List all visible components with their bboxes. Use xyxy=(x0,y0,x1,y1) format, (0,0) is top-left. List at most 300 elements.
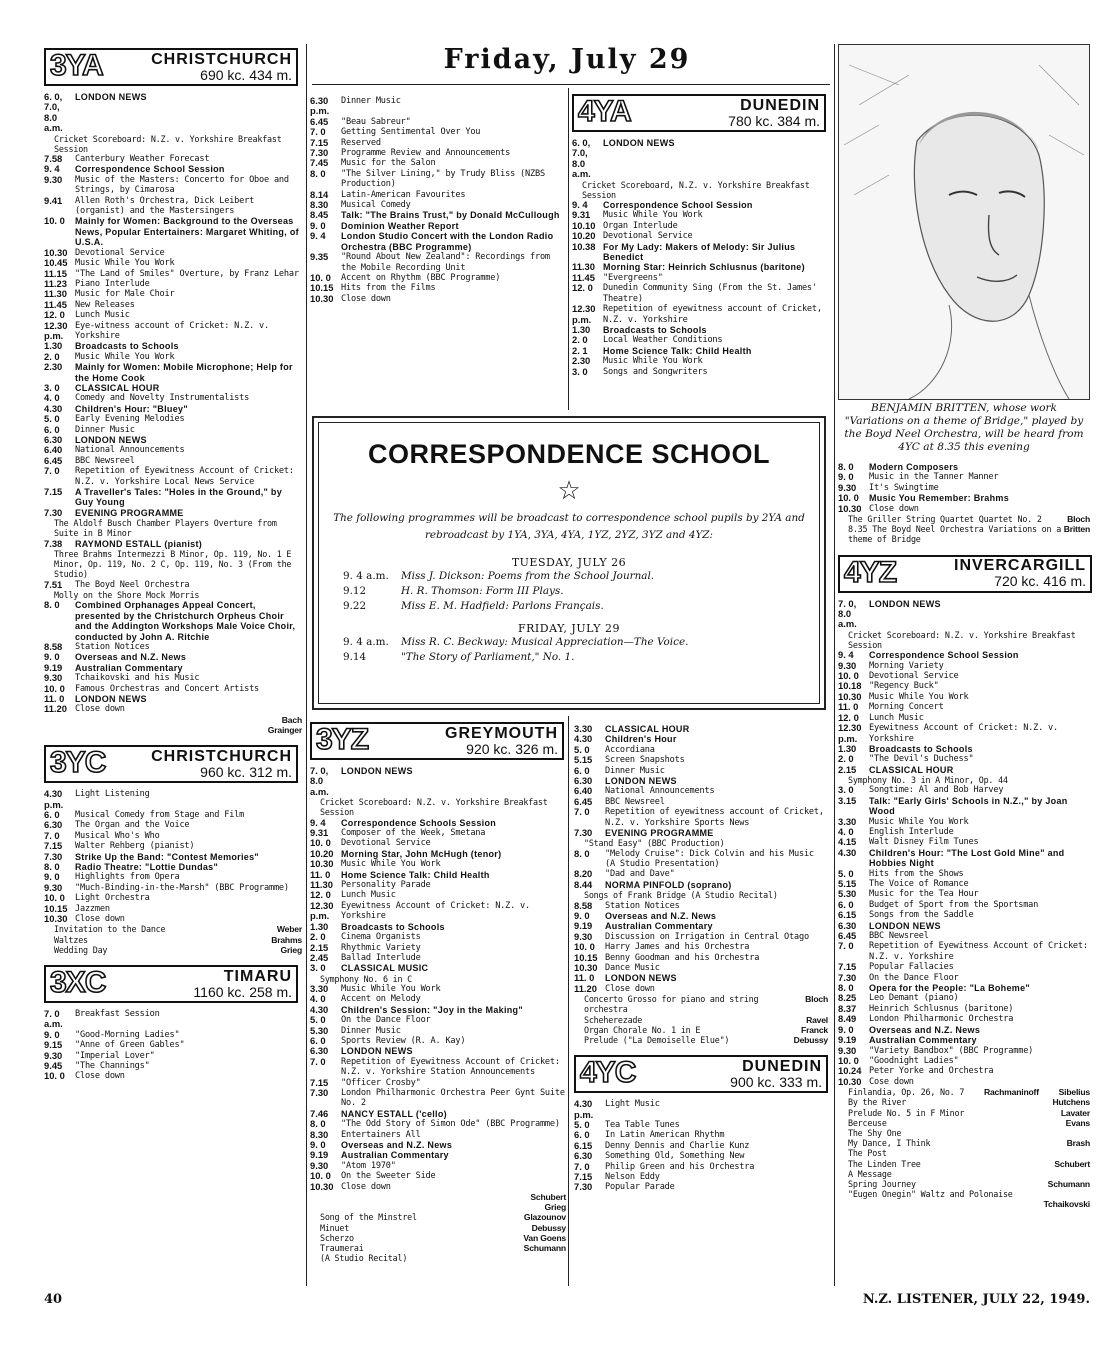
programme-title: Music of the Masters: Concerto for Oboe and Strings, by Cimarosa xyxy=(75,174,289,196)
programme-time: 9.30 xyxy=(574,930,593,942)
programme-title: Children's Hour: "The Lost Gold Mine" and Hobbies Night xyxy=(869,847,1065,869)
programme-item xyxy=(44,279,302,289)
programme-item xyxy=(838,1056,1090,1066)
work-title: Traumerai xyxy=(320,1243,364,1254)
programme-title: Reserved xyxy=(341,137,381,148)
cs-programme-title: Miss J. Dickson: Poems from the School Journal. xyxy=(401,570,655,582)
programme-title: Light Orchestra xyxy=(75,893,150,904)
programme-time: 8. 0 xyxy=(310,167,326,179)
programme-time: 8.58 xyxy=(574,899,593,911)
programme-item xyxy=(574,942,828,952)
programme-item xyxy=(838,848,1090,869)
composer-name: Bach xyxy=(281,714,302,725)
programme-title: LONDON NEWS xyxy=(603,138,675,148)
programme-time: 7. 0 xyxy=(574,806,590,818)
programme-item xyxy=(572,283,830,304)
programme-time: 9.31 xyxy=(310,827,329,839)
work-title: Waltzes xyxy=(54,934,88,945)
programme-time: 10.38 xyxy=(572,240,596,252)
programme-title: For My Lady: Makers of Melody: Sir Julius Benedict xyxy=(603,241,796,263)
programme-title: Heinrich Schlusnus (baritone) xyxy=(869,1003,1014,1014)
schedule-3ya-continued xyxy=(310,96,566,304)
programme-time: 6. 0, 7.0, 8.0 a.m. xyxy=(572,137,591,180)
programme-time: 9.30 xyxy=(310,1159,329,1171)
programme-item xyxy=(572,200,830,210)
programme-item xyxy=(310,984,566,994)
programme-title: Correspondence School Session xyxy=(75,164,225,175)
programme-time: 10.10 xyxy=(572,219,596,231)
programme-detail: Molly on the Shore Mock Morris xyxy=(54,590,200,601)
cs-day: FRIDAY, JULY 29 xyxy=(518,622,620,635)
programme-item xyxy=(574,724,828,734)
programme-item xyxy=(838,702,1090,712)
programme-title: Overseas and N.Z. News xyxy=(869,1024,981,1035)
programme-title: LONDON NEWS xyxy=(75,92,147,102)
programme-item xyxy=(44,820,302,830)
column-4 xyxy=(838,44,1090,1210)
programme-item xyxy=(310,221,566,231)
programme-time: 7.46 xyxy=(310,1107,329,1119)
programme-title: Music While You Work xyxy=(341,983,441,994)
programme-item xyxy=(310,1130,566,1140)
programme-time: 9. 0 xyxy=(310,219,326,231)
programme-item xyxy=(310,963,566,973)
programme-title: On the Dance Floor xyxy=(869,972,959,983)
programme-title: Organ Interlude xyxy=(603,220,678,231)
programme-time: 9.30 xyxy=(838,481,857,493)
programme-time: 1.30 xyxy=(572,323,591,335)
programme-time: 10.30 xyxy=(310,858,334,870)
programme-title: A Traveller's Tales: "Holes in the Ground," by Guy Young xyxy=(75,487,283,508)
station-frequency: 720 kc. 416 m. xyxy=(994,573,1086,590)
programme-item xyxy=(44,352,302,362)
work-row xyxy=(838,1128,1090,1138)
programme-title: Musical Comedy xyxy=(341,200,411,211)
programme-item xyxy=(310,859,566,869)
programme-time: 7.15 xyxy=(838,961,857,973)
programme-time: 8.37 xyxy=(838,1002,857,1014)
programme-title: Music in the Tanner Manner xyxy=(869,472,999,483)
station-city: GREYMOUTH xyxy=(445,724,558,742)
programme-title: Piano Interlude xyxy=(75,278,150,289)
programme-title: "The Silver Lining," by Trudy Bliss (NZBS Production) xyxy=(341,168,545,190)
programme-time: 8. 0 xyxy=(44,861,60,872)
programme-item xyxy=(44,414,302,424)
programme-title: Eyewitness Account of Cricket: N.Z. v. Yorkshire xyxy=(341,900,531,922)
programme-title: Combined Orphanages Appeal Concert, presented by the Christchurch Orpheus Choir and the Addington Workshops Male Voice Choir, conducted by John A. Ritchie xyxy=(75,600,296,642)
programme-item xyxy=(310,922,566,932)
programme-title: Benny Goodman and his Orchestra xyxy=(605,952,760,963)
programme-item xyxy=(572,367,830,377)
programme-title: Children's Hour xyxy=(605,734,677,745)
programme-item xyxy=(44,539,302,549)
programme-item xyxy=(310,932,566,942)
cs-time: 9.12 xyxy=(343,585,367,597)
programme-time: 9. 0 xyxy=(838,1023,854,1035)
work-title: Finlandia, Op. 26, No. 7 xyxy=(848,1087,965,1098)
programme-time: 5.15 xyxy=(574,754,593,766)
programme-item xyxy=(44,404,302,414)
programme-title: Hits from the Films xyxy=(341,283,436,294)
programme-item xyxy=(838,650,1090,660)
programme-item xyxy=(44,1040,302,1050)
programme-title: Talk: "The Brains Trust," by Donald McCullough xyxy=(341,210,560,221)
programme-title: "Imperial Lover" xyxy=(75,1050,155,1061)
title-rule xyxy=(312,84,830,85)
programme-item xyxy=(44,487,302,508)
programme-time: 10. 0 xyxy=(838,492,859,504)
work-row xyxy=(838,1199,1090,1209)
programme-title: "Melody Cruise": Dick Colvin and his Music (A Studio Presentation) xyxy=(605,848,814,870)
programme-title: Songs and Songwriters xyxy=(603,366,708,377)
programme-item xyxy=(838,1004,1090,1014)
programme-item xyxy=(310,1046,566,1056)
programme-time: 2.15 xyxy=(310,941,329,953)
programme-item xyxy=(574,755,828,765)
programme-time: 7.30 xyxy=(310,147,329,159)
programme-title: Close down xyxy=(75,914,125,925)
station-call: 3YC xyxy=(50,746,106,780)
programme-item xyxy=(838,910,1090,920)
programme-title: "Regency Buck" xyxy=(869,681,939,692)
programme-time: 12.30 p.m. xyxy=(310,899,334,922)
cs-programme-title: Miss E. M. Hadfield: Parlons Français. xyxy=(401,600,604,612)
cs-programme-title: H. R. Thomson: Form III Plays. xyxy=(401,585,564,597)
programme-time: 12. 0 xyxy=(44,309,65,321)
programme-time: 6. 0, 7.0, 8.0 a.m. xyxy=(44,91,63,134)
work-row xyxy=(838,514,1090,524)
programme-item xyxy=(44,154,302,164)
programme-time: 12.30 p.m. xyxy=(838,722,862,744)
programme-time: 8. 0 xyxy=(838,982,854,994)
programme-time: 5. 0 xyxy=(574,743,590,755)
programme-item xyxy=(574,1130,828,1140)
programme-item xyxy=(574,1182,828,1192)
station-banner-4ya xyxy=(572,94,826,132)
work-title: Invitation to the Dance xyxy=(54,924,166,935)
programme-item xyxy=(572,221,830,231)
programme-time: 9.30 xyxy=(44,881,63,893)
programme-detail: The Aldolf Busch Chamber Players Overture from Suite in B Minor xyxy=(54,518,277,539)
programme-item xyxy=(44,684,302,694)
programme-title: Devotional Service xyxy=(341,838,431,849)
programme-item xyxy=(44,269,302,279)
programme-title: Music for the Salon xyxy=(341,158,436,169)
programme-title: "Much-Binding-in-the-Marsh" (BBC Programme) xyxy=(75,882,289,893)
programme-title: Mainly for Women: Background to the Overseas News, Popular Entertainers: Margaret Whiting, of U.S.A. xyxy=(75,216,299,248)
programme-item xyxy=(310,1150,566,1160)
programme-title: Hits from the Shows xyxy=(869,868,964,879)
page-title: Friday, July 29 xyxy=(443,44,691,75)
programme-title: "The Devil's Duchess" xyxy=(869,754,974,765)
programme-item xyxy=(310,890,566,900)
programme-time: 10. 0 xyxy=(310,1170,331,1182)
programme-item xyxy=(838,817,1090,827)
programme-title: In Latin American Rhythm xyxy=(605,1130,725,1141)
programme-title: Morning Variety xyxy=(869,660,944,671)
programme-title: Comedy and Novelty Instrumentalists xyxy=(75,393,250,404)
programme-title: NANCY ESTALL ('cello) xyxy=(341,1108,447,1119)
programme-item xyxy=(574,849,828,870)
programme-title: "Atom 1970" xyxy=(341,1160,396,1171)
programme-time: 5. 0 xyxy=(838,867,854,879)
programme-item xyxy=(574,1120,828,1130)
programme-title: Harry James and his Orchestra xyxy=(605,942,750,953)
station-banner-3yz xyxy=(310,722,564,760)
programme-item xyxy=(310,252,566,273)
programme-item xyxy=(838,962,1090,972)
programme-time: 7. 0, 8.0 a.m. xyxy=(310,765,329,797)
programme-time: 10. 0 xyxy=(838,1054,859,1066)
programme-title: The Organ and the Voice xyxy=(75,820,190,831)
programme-title: Walter Rehberg (pianist) xyxy=(75,841,195,852)
programme-item xyxy=(310,231,566,252)
programme-item xyxy=(574,984,828,994)
programme-title: Tchaikovski and his Music xyxy=(75,673,200,684)
programme-item xyxy=(44,196,302,217)
programme-title: "Anne of Green Gables" xyxy=(75,1040,185,1051)
station-call: 4YA xyxy=(578,95,631,128)
programme-title: Musical Who's Who xyxy=(75,830,160,841)
composer-name: Hutchens xyxy=(1052,1097,1090,1108)
programme-title: Discussion on Irrigation in Central Otago xyxy=(605,931,809,942)
programme-item xyxy=(44,663,302,673)
programme-time: 3. 0 xyxy=(44,381,60,393)
programme-item xyxy=(838,869,1090,879)
programme-title: Peter Yorke and Orchestra xyxy=(869,1066,994,1077)
cs-programme xyxy=(319,599,819,614)
programme-time: 10.30 xyxy=(574,961,598,973)
programme-title: Dominion Weather Report xyxy=(341,220,459,231)
programme-title: Overseas and N.Z. News xyxy=(75,652,187,663)
programme-time: 6.30 xyxy=(838,919,857,931)
programme-time: 11. 0 xyxy=(310,868,331,880)
composer-name: Ravel xyxy=(806,1014,828,1025)
work-title: A Message xyxy=(848,1168,892,1179)
star-icon: ☆ xyxy=(557,476,581,506)
programme-detail: Cricket Scoreboard: N.Z. v. Yorkshire Breakfast Session xyxy=(54,133,282,154)
programme-title: Sports Review (R. A. Kay) xyxy=(341,1035,466,1046)
programme-time: 3. 0 xyxy=(572,365,588,377)
programme-time: 1.30 xyxy=(838,742,857,754)
programme-time: 8.49 xyxy=(838,1013,857,1025)
programme-title: It's Swingtime xyxy=(869,482,939,493)
programme-item xyxy=(838,504,1090,514)
programme-title: Accent on Melody xyxy=(341,994,421,1005)
programme-time: 9.19 xyxy=(310,1149,329,1161)
cs-day-list xyxy=(319,569,819,614)
programme-item xyxy=(572,304,830,325)
cs-time: 9.22 xyxy=(343,600,367,612)
programme-time: 7. 0 xyxy=(44,829,60,841)
composer-name: Glazounov xyxy=(523,1212,566,1223)
programme-title: Music While You Work xyxy=(603,210,703,221)
programme-title: Music While You Work xyxy=(869,816,969,827)
programme-title: Popular Fallacies xyxy=(869,962,954,973)
programme-item xyxy=(310,1161,566,1171)
station-banner-4yc xyxy=(574,1055,828,1093)
programme-title: Repetition of Eyewitness Account of Cricket: N.Z. v. Yorkshire Station Announcements xyxy=(341,1056,560,1078)
work-title: Wedding Day xyxy=(54,944,108,955)
programme-detail: Cricket Scoreboard, N.Z. v. Yorkshire Breakfast Session xyxy=(582,179,810,200)
programme-time: 6.30 p.m. xyxy=(310,95,330,117)
work-row xyxy=(838,1179,1090,1189)
programme-title: Close down xyxy=(75,1071,125,1082)
programme-title: CLASSICAL MUSIC xyxy=(341,963,429,974)
composer-name: Brahms xyxy=(271,934,302,945)
programme-item xyxy=(574,766,828,776)
programme-item xyxy=(310,994,566,1004)
programme-item xyxy=(310,880,566,890)
programme-time: 9.45 xyxy=(44,1060,63,1072)
programme-title: Eyewitness Account of Cricket: N.Z. v. Yorkshire xyxy=(869,723,1059,744)
programme-item xyxy=(44,673,302,683)
station-frequency: 1160 kc. 258 m. xyxy=(193,983,292,1000)
programme-item xyxy=(838,1077,1090,1087)
programme-item xyxy=(838,765,1090,775)
programme-time: 9. 0 xyxy=(44,1028,60,1040)
programme-item xyxy=(838,796,1090,817)
programme-title: Broadcasts to Schools xyxy=(75,341,179,352)
programme-time: 10.30 xyxy=(44,246,68,258)
programme-time: 10.15 xyxy=(44,902,68,914)
programme-title: Lunch Music xyxy=(75,310,130,321)
work-row xyxy=(310,1233,566,1243)
work-row xyxy=(574,994,828,1014)
programme-time: 5.30 xyxy=(310,1024,329,1036)
programme-title: Dinner Music xyxy=(341,1025,401,1036)
programme-item xyxy=(310,953,566,963)
programme-title: Devotional Service xyxy=(75,247,165,258)
station-city: DUNEDIN xyxy=(742,1057,822,1075)
programme-title: Close down xyxy=(75,704,125,715)
programme-item xyxy=(572,325,830,335)
programme-time: 2. 1 xyxy=(572,344,588,356)
programme-title: Music While You Work xyxy=(75,351,175,362)
programme-item xyxy=(572,210,830,220)
programme-time: 9. 0 xyxy=(838,471,854,483)
programme-item xyxy=(44,300,302,310)
programme-time: 8.30 xyxy=(310,199,329,211)
programme-time: 11.20 xyxy=(44,703,67,715)
programme-time: 8. 0 xyxy=(310,1118,326,1130)
programme-title: Jazzmen xyxy=(75,903,110,914)
programme-title: Australian Commentary xyxy=(869,1035,977,1046)
programme-item xyxy=(838,713,1090,723)
programme-time: 6.30 xyxy=(574,775,593,787)
composer-name: Tchaikovski xyxy=(1043,1199,1090,1210)
programme-time: 9. 4 xyxy=(572,199,588,211)
programme-time: 9.30 xyxy=(44,173,63,185)
programme-title: Australian Commentary xyxy=(75,662,183,673)
programme-title: Modern Composers xyxy=(869,462,959,472)
programme-title: Breakfast Session xyxy=(75,1009,160,1020)
programme-title: Broadcasts to Schools xyxy=(869,743,973,754)
programme-time: 7.58 xyxy=(44,153,63,165)
programme-item xyxy=(572,335,830,345)
column-3-top xyxy=(572,90,830,377)
programme-time: 5. 0 xyxy=(574,1118,590,1130)
programme-time: 6.30 xyxy=(44,434,63,445)
programme-item xyxy=(310,1015,566,1025)
programme-time: 7.15 xyxy=(310,1076,329,1088)
programme-item xyxy=(838,921,1090,931)
programme-title: National Announcements xyxy=(605,786,715,797)
programme-title: Personality Parade xyxy=(341,880,431,891)
programme-item xyxy=(44,1051,302,1061)
programme-title: Close down xyxy=(869,503,919,514)
composer-name: Rachmaninoff xyxy=(983,1087,1039,1098)
schedule-3xc xyxy=(44,1009,302,1082)
programme-time: 7.51 xyxy=(44,578,63,590)
programme-time: 9. 0 xyxy=(310,1139,326,1151)
programme-title: On the Sweeter Side xyxy=(341,1171,436,1182)
programme-time: 7. 0 xyxy=(310,1055,326,1067)
programme-item xyxy=(838,1035,1090,1045)
programme-title: Morning Concert xyxy=(869,702,944,713)
programme-time: 11.30 xyxy=(44,288,67,300)
programme-title: "Variety Bandbox" (BBC Programme) xyxy=(869,1045,1034,1056)
programme-time: 11.30 xyxy=(572,261,595,273)
cs-time: 9.14 xyxy=(343,651,367,663)
programme-item xyxy=(44,258,302,268)
work-row xyxy=(838,1148,1090,1158)
programme-time: 9.31 xyxy=(572,209,591,221)
programme-item xyxy=(44,508,302,518)
programme-time: 9. 0 xyxy=(44,651,60,663)
programme-title: "Goodnight Ladies" xyxy=(869,1055,959,1066)
programme-title: Home Science Talk: Child Health xyxy=(603,345,752,356)
station-frequency: 960 kc. 312 m. xyxy=(200,763,292,780)
programme-item xyxy=(44,1061,302,1071)
work-row xyxy=(838,1097,1090,1107)
programme-title: Canterbury Weather Forecast xyxy=(75,154,210,165)
composer-name: Brash xyxy=(1066,1138,1090,1149)
programme-title: "Beau Sabreur" xyxy=(341,116,411,127)
programme-item xyxy=(44,694,302,704)
programme-item xyxy=(44,810,302,820)
programme-time: 10. 0 xyxy=(44,682,65,694)
programme-item xyxy=(44,321,302,342)
programme-time: 8. 0 xyxy=(44,599,60,611)
column-1 xyxy=(44,44,302,1082)
programme-time: 7.15 xyxy=(574,1171,593,1183)
programme-time: 7. 0, 8.0 a.m. xyxy=(838,597,857,630)
programme-item xyxy=(44,289,302,299)
cs-programme-title: Miss R. C. Beckway: Musical Appreciation—The Voice. xyxy=(401,636,689,648)
work-title: Song of the Minstrel xyxy=(320,1212,417,1223)
composer-name: Franck xyxy=(801,1024,828,1035)
programme-time: 3. 0 xyxy=(310,962,326,974)
programme-title: Opera for the People: "La Boheme" xyxy=(869,983,1030,994)
station-banner-3yc xyxy=(44,745,298,783)
work-title: Concerto Grosso for piano and string orchestra xyxy=(584,994,759,1015)
programme-title: Dance Music xyxy=(605,962,660,973)
programme-item xyxy=(310,1078,566,1088)
programme-time: 8.14 xyxy=(310,188,329,200)
programme-item xyxy=(44,92,302,134)
programme-detail: Songs of Frank Bridge (A Studio Recital) xyxy=(584,890,778,901)
page-number: 40 xyxy=(44,1292,63,1307)
programme-title: Something Old, Something New xyxy=(605,1151,745,1162)
programme-title: LONDON NEWS xyxy=(75,435,147,445)
programme-title: Mainly for Women: Mobile Microphone; Help for the Home Cook xyxy=(75,362,293,383)
programme-title: Australian Commentary xyxy=(341,1150,449,1161)
station-call: 3YZ xyxy=(316,723,369,756)
programme-item xyxy=(44,175,302,196)
programme-title: The Boyd Neel Orchestra xyxy=(75,579,190,590)
programme-item xyxy=(838,462,1090,472)
